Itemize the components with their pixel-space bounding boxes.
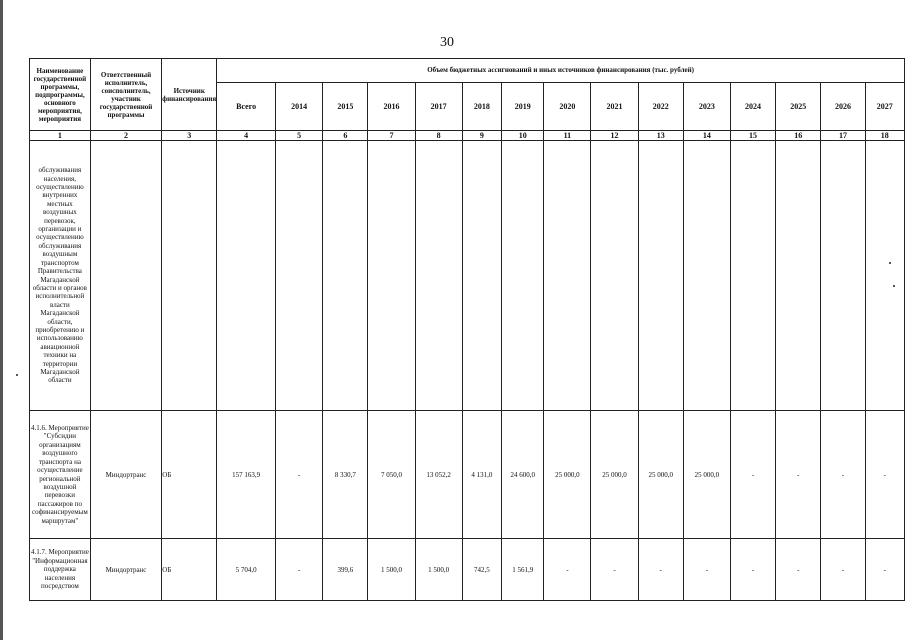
header-total: Всего: [217, 83, 276, 131]
column-number: 8: [415, 131, 462, 141]
row-value: -: [865, 411, 904, 539]
budget-table: [29, 58, 905, 601]
row-value: 742,5: [462, 539, 501, 601]
row-value: -: [276, 411, 323, 539]
row-value: [730, 141, 775, 411]
row-executor: Миндортранс: [90, 539, 161, 601]
header-source: Источник финансирования: [162, 59, 217, 131]
column-number: 16: [776, 131, 821, 141]
row-value: -: [865, 539, 904, 601]
row-value: 13 052,2: [415, 411, 462, 539]
column-number: 3: [162, 131, 217, 141]
header-executor: Ответственный исполнитель, соисполнитель, участник государственной программы: [90, 59, 161, 131]
row-executor: Миндортранс: [90, 411, 161, 539]
header-budget-group: Объем бюджетных ассигнований и иных источников финансирования (тыс. рублей): [217, 59, 905, 83]
row-value: -: [276, 539, 323, 601]
column-number: 5: [276, 131, 323, 141]
row-value: 4 131,0: [462, 411, 501, 539]
row-value: -: [821, 539, 865, 601]
row-value: [276, 141, 323, 411]
row-value: -: [730, 539, 775, 601]
row-source: ОБ: [162, 411, 217, 539]
row-value: 1 561,9: [502, 539, 544, 601]
column-number: 10: [502, 131, 544, 141]
header-year: 2015: [323, 83, 368, 131]
row-value: [544, 141, 591, 411]
row-value: -: [591, 539, 638, 601]
header-year: 2020: [544, 83, 591, 131]
row-value: -: [821, 411, 865, 539]
column-number: 18: [865, 131, 904, 141]
row-value: [683, 141, 730, 411]
column-number: 2: [90, 131, 161, 141]
row-value: [415, 141, 462, 411]
page-number: 30: [440, 35, 454, 50]
row-value: -: [730, 411, 775, 539]
header-name: Наименование государственной программы, подпрограммы, основного мероприятия, мероприятия: [30, 59, 91, 131]
column-number: 15: [730, 131, 775, 141]
row-value: -: [776, 539, 821, 601]
row-value: [638, 141, 683, 411]
column-number: 7: [368, 131, 415, 141]
header-year: 2026: [821, 83, 865, 131]
row-value: [502, 141, 544, 411]
row-value: [217, 141, 276, 411]
row-value: 25 000,0: [544, 411, 591, 539]
header-year: 2017: [415, 83, 462, 131]
row-value: -: [544, 539, 591, 601]
row-value: 7 050,0: [368, 411, 415, 539]
row-name: 4.1.7. Мероприятие "Информационная поддержка населения посредством: [30, 539, 91, 601]
column-number: 9: [462, 131, 501, 141]
column-number: 4: [217, 131, 276, 141]
header-year: 2014: [276, 83, 323, 131]
column-number: 6: [323, 131, 368, 141]
row-value: -: [776, 411, 821, 539]
header-year: 2022: [638, 83, 683, 131]
row-value: 25 000,0: [638, 411, 683, 539]
column-number: 1: [30, 131, 91, 141]
header-year: 2027: [865, 83, 904, 131]
header-year: 2019: [502, 83, 544, 131]
header-year: 2016: [368, 83, 415, 131]
column-number: 11: [544, 131, 591, 141]
row-name: 4.1.6. Мероприятие "Субсидии организациям воздушного транспорта на осуществление региональной воздушной перевозки пассажиров по софинансируемым маршрутам": [30, 411, 91, 539]
scan-edge-mark: [0, 0, 3, 640]
row-name: обслуживания населения, осуществлению внутренних местных воздушных перевозок, организации и осуществлению обслуживания воздушным транспортом Правительства Магаданской области и органов исполнительной власти Магаданской области, приобретению и использованию авиационной техники на территории Магаданской области: [30, 141, 91, 411]
header-year: 2024: [730, 83, 775, 131]
row-value: 25 000,0: [683, 411, 730, 539]
row-source: ОБ: [162, 539, 217, 601]
table-row: [30, 411, 905, 539]
row-executor: [90, 141, 161, 411]
row-value: 25 000,0: [591, 411, 638, 539]
row-source: [162, 141, 217, 411]
table-row: [30, 539, 905, 601]
row-value: [821, 141, 865, 411]
column-number: 12: [591, 131, 638, 141]
table-row: [30, 141, 905, 411]
row-value: [591, 141, 638, 411]
scan-speck: [16, 374, 18, 376]
row-value: 5 704,0: [217, 539, 276, 601]
row-value: 157 163,9: [217, 411, 276, 539]
row-value: 399,6: [323, 539, 368, 601]
column-number: 14: [683, 131, 730, 141]
row-value: [462, 141, 501, 411]
row-value: [776, 141, 821, 411]
row-value: [865, 141, 904, 411]
row-value: 24 600,0: [502, 411, 544, 539]
column-number: 13: [638, 131, 683, 141]
row-value: 1 500,0: [368, 539, 415, 601]
header-year: 2025: [776, 83, 821, 131]
row-value: [323, 141, 368, 411]
column-number: 17: [821, 131, 865, 141]
row-value: 8 330,7: [323, 411, 368, 539]
row-value: 1 500,0: [415, 539, 462, 601]
header-year: 2021: [591, 83, 638, 131]
row-value: [368, 141, 415, 411]
row-value: -: [683, 539, 730, 601]
row-value: -: [638, 539, 683, 601]
header-year: 2023: [683, 83, 730, 131]
header-year: 2018: [462, 83, 501, 131]
